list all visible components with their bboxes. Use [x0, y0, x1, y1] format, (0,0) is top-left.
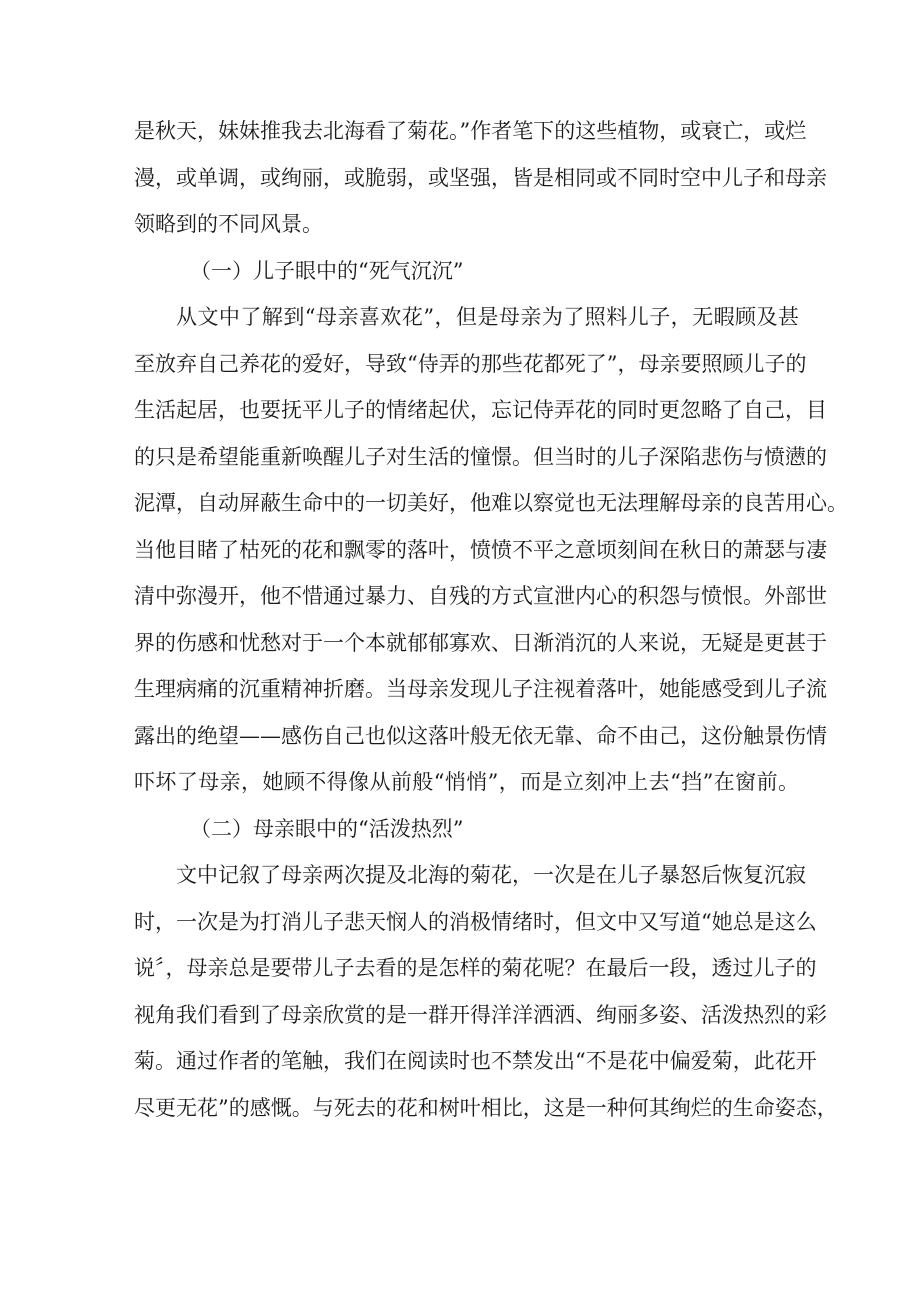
- text-line: 说〞，母亲总是要带儿子去看的是怎样的菊花呢？在最后一段，透过儿子的: [134, 956, 817, 980]
- section-heading-1: （一）儿子眼中的“死气沉沉”: [190, 258, 464, 283]
- text-line: 界的伤感和忧愁对于一个本就郁郁寡欢、日渐消沉的人来说，无疑是更甚于: [134, 630, 827, 655]
- text-line: 生理病痛的沉重精神折磨。当母亲发现儿子注视着落叶，她能感受到儿子流: [134, 677, 827, 701]
- text-line: 文中记叙了母亲两次提及北海的菊花，一次是在儿子暴怒后恢复沉寂: [176, 863, 806, 887]
- text-line: 领略到的不同风景。: [134, 212, 323, 236]
- text-line: 吓坏了母亲，她顾不得像从前般“悄悄”，而是立刻冲上去“挡”在窗前。: [134, 770, 799, 794]
- text-line: 从文中了解到“母亲喜欢花”，但是母亲为了照料儿子，无暇顾及甚: [176, 305, 799, 329]
- text-line: 清中弥漫开，他不惜通过暴力、自残的方式宣泄内心的积怨与愤恨。外部世: [134, 584, 827, 608]
- section-heading-2: （二）母亲眼中的“活泼热烈”: [190, 816, 464, 841]
- text-line: 尽更无花”的感慨。与死去的花和树叶相比，这是一种何其绚烂的生命姿态，: [134, 1095, 838, 1120]
- paragraph-2: [134, 852, 838, 1131]
- text-line: 菊。通过作者的笔触，我们在阅读时也不禁发出“不是花中偏爱菊，此花开: [134, 1049, 817, 1073]
- paragraph-intro: [134, 108, 827, 248]
- text-line: 视角我们看到了母亲欣赏的是一群开得洋洋洒洒、绚丽多姿、活泼热烈的彩: [134, 1002, 827, 1027]
- text-line: 时，一次是为打消儿子悲天悯人的消极情绪时，但文中又写道“她总是这么: [134, 909, 817, 934]
- document-body: [134, 108, 848, 1131]
- text-line: 是秋天，妹妹推我去北海看了菊花。”作者笔下的这些植物，或衰亡，或烂: [134, 119, 807, 143]
- text-line: 漫，或单调，或绚丽，或脆弱，或坚强，皆是相同或不同时空中儿子和母亲: [134, 165, 827, 190]
- paragraph-1: [134, 294, 848, 806]
- text-line: 生活起居，也要抚平儿子的情绪起伏，忘记侍弄花的同时更忽略了自己，目: [134, 398, 827, 422]
- text-line: 露出的绝望——感伤自己也似这落叶般无依无靠、命不由己，这份触景伤情: [134, 723, 827, 748]
- text-line: 泥潭，自动屏蔽生命中的一切美好，他难以察觉也无法理解母亲的良苦用心。: [134, 491, 848, 515]
- text-line: 当他目睹了枯死的花和飘零的落叶，愤愤不平之意顷刻间在秋日的萧瑟与凄: [134, 537, 827, 562]
- text-line: 的只是希望能重新唤醒儿子对生活的憧憬。但当时的儿子深陷悲伤与愤懑的: [134, 444, 827, 469]
- text-line: 至放弃自己养花的爱好，导致“侍弄的那些花都死了”，母亲要照顾儿子的: [134, 351, 807, 376]
